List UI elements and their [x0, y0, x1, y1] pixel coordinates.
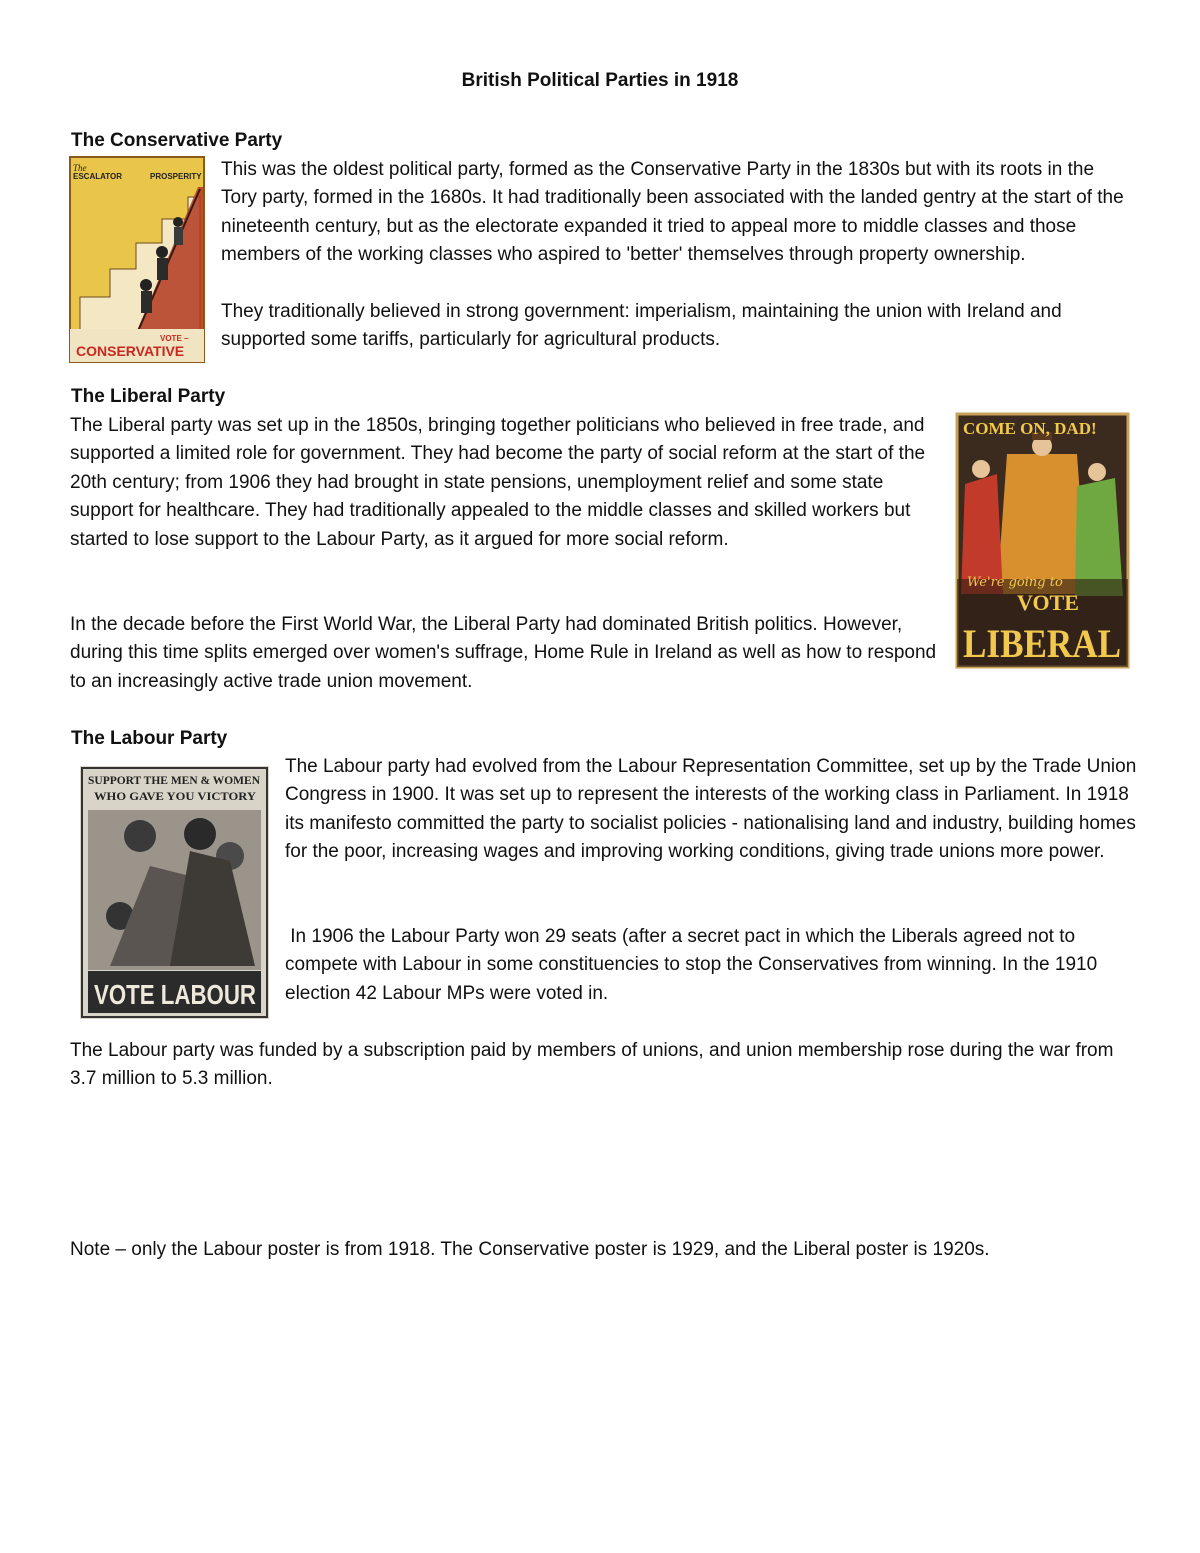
liberal-poster-top: COME ON, DAD! [963, 419, 1097, 438]
liberal-poster-vote: VOTE [1017, 590, 1079, 615]
liberal-poster-party: LIBERAL [963, 621, 1121, 666]
conservative-poster-title-3: PROSPERITY [150, 172, 202, 181]
labour-paragraph-3: The Labour party was funded by a subscription paid by members of unions, and union membership rose during the war from 3.7 million to 5.3 million. [70, 1040, 1114, 1090]
document-title: British Political Parties in 1918 [461, 70, 739, 91]
labour-paragraph-1: The Labour party had evolved from the Labour Representation Committee, set up by the Trade Union Congress in 1900. It was set up to represent the interests of the working class in Parliament. In 1918 its manifesto committed the party to socialist policies - nationalising land and industry, building homes for the poor, increasing wages and improving working conditions, giving trade unions more power. [285, 756, 1137, 863]
liberal-poster-image [957, 414, 1128, 667]
conservative-paragraph-2: They traditionally believed in strong government: imperialism, maintaining the union with Ireland and supported some tariffs, particularly for agricultural products. [221, 301, 1062, 351]
labour-poster-line-1: SUPPORT THE MEN & WOMEN [88, 773, 261, 787]
conservative-poster-title-2: ESCALATOR [73, 172, 123, 181]
conservative-heading: The Conservative Party [71, 130, 283, 151]
poster-dates-note: Note – only the Labour poster is from 1918. The Conservative poster is 1929, and the Liberal poster is 1920s. [70, 1239, 990, 1260]
labour-paragraph-2: In 1906 the Labour Party won 29 seats (after a secret pact in which the Liberals agreed not to compete with Labour in some constituencies to stop the Conservatives from winning. In the 1910 election 42 Labour MPs were voted in. [285, 926, 1103, 1004]
conservative-poster-vote: VOTE – [160, 334, 189, 343]
liberal-heading: The Liberal Party [71, 386, 226, 407]
conservative-poster-party: CONSERVATIVE [76, 343, 185, 359]
labour-poster-image [80, 766, 269, 1019]
labour-poster-line-2: WHO GAVE YOU VICTORY [94, 789, 257, 803]
liberal-paragraph-2: In the decade before the First World War, the Liberal Party had dominated British politics. However, during this time splits emerged over women's suffrage, Home Rule in Ireland as well as how to respond to an increasingly active trade union movement. [70, 614, 937, 692]
labour-heading: The Labour Party [71, 728, 228, 749]
labour-poster-party: VOTE LABOUR [94, 979, 256, 1010]
conservative-poster-image [70, 157, 204, 362]
liberal-paragraph-1: The Liberal party was set up in the 1850s, bringing together politicians who believed in free trade, and supported a limited role for government. They had become the party of social reform at the start of the 20th century; from 1906 they had brought in state pensions, unemployment relief and some state support for healthcare. They had traditionally appealed to the middle classes and skilled workers but started to lose support to the Labour Party, as it argued for more social reform. [70, 415, 926, 550]
conservative-poster-title-1: The [73, 163, 87, 173]
liberal-poster-script: We're going to [967, 575, 1063, 590]
conservative-paragraph-1: This was the oldest political party, formed as the Conservative Party in the 1830s but with its roots in the Tory party, formed in the 1680s. It had traditionally been associated with the landed gentry at the start of the nineteenth century, but as the electorate expanded it tried to appeal more to middle classes and those members of the working classes who aspired to 'better' themselves through property ownership. [221, 159, 1124, 266]
